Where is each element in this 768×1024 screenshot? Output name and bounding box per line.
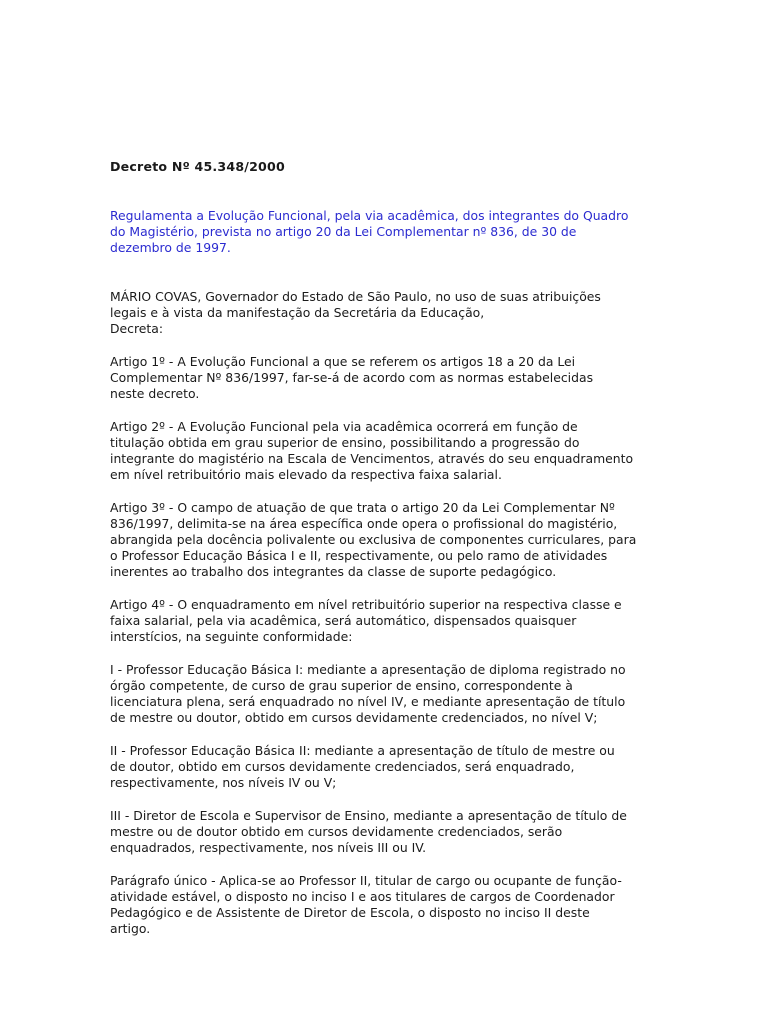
- text-line: respectivamente, nos níveis IV ou V;: [110, 775, 337, 790]
- text-line: de mestre ou doutor, obtido em cursos devidamente credenciados, no nível V;: [110, 710, 598, 725]
- text-line: MÁRIO COVAS, Governador do Estado de São Paulo, no uso de suas atribuições: [110, 289, 601, 304]
- summary-line: dezembro de 1997.: [110, 240, 231, 255]
- item-ii-paragraph: [110, 743, 662, 791]
- text-line: órgão competente, de curso de grau superior de ensino, correspondente à: [110, 678, 573, 693]
- text-line: inerentes ao trabalho dos integrantes da classe de suporte pedagógico.: [110, 564, 557, 579]
- text-line: abrangida pela docência polivalente ou exclusiva de componentes curriculares, para: [110, 532, 637, 547]
- text-line: legais e à vista da manifestação da Secretária da Educação,: [110, 305, 485, 320]
- document-title: Decreto Nº 45.348/2000: [110, 159, 285, 174]
- text-line: 836/1997, delimita-se na área específica onde opera o profissional do magistério,: [110, 516, 618, 531]
- summary-line: do Magistério, prevista no artigo 20 da Lei Complementar nº 836, de 30 de: [110, 224, 577, 239]
- article-3-paragraph: [110, 500, 662, 580]
- preamble-paragraph: [110, 289, 662, 337]
- text-line: Parágrafo único - Aplica-se ao Professor II, titular de cargo ou ocupante de função-: [110, 873, 622, 888]
- text-line: interstícios, na seguinte conformidade:: [110, 629, 353, 644]
- text-line: enquadrados, respectivamente, nos níveis III ou IV.: [110, 840, 427, 855]
- item-i-paragraph: [110, 662, 662, 726]
- text-line: de doutor, obtido em cursos devidamente credenciados, será enquadrado,: [110, 759, 575, 774]
- sole-paragraph: [110, 873, 662, 937]
- article-2-paragraph: [110, 419, 662, 483]
- text-line: Artigo 4º - O enquadramento em nível retribuitório superior na respectiva classe e: [110, 597, 622, 612]
- item-iii-paragraph: [110, 808, 662, 856]
- text-line: artigo.: [110, 921, 151, 936]
- text-line: Pedagógico e de Assistente de Diretor de Escola, o disposto no inciso II deste: [110, 905, 590, 920]
- text-line: Artigo 3º - O campo de atuação de que trata o artigo 20 da Lei Complementar Nº: [110, 500, 615, 515]
- article-4-paragraph: [110, 597, 662, 645]
- decree-body: [110, 289, 662, 954]
- text-line: em nível retribuitório mais elevado da respectiva faixa salarial.: [110, 467, 502, 482]
- text-line: Complementar Nº 836/1997, far-se-á de acordo com as normas estabelecidas: [110, 370, 594, 385]
- decree-summary: [110, 208, 650, 256]
- summary-line: Regulamenta a Evolução Funcional, pela via acadêmica, dos integrantes do Quadro: [110, 208, 629, 223]
- article-1-paragraph: [110, 354, 662, 402]
- text-line: Decreta:: [110, 321, 164, 336]
- text-line: III - Diretor de Escola e Supervisor de Ensino, mediante a apresentação de título de: [110, 808, 627, 823]
- text-line: atividade estável, o disposto no inciso I e aos titulares de cargos de Coordenador: [110, 889, 615, 904]
- text-line: faixa salarial, pela via acadêmica, será automático, dispensados quaisquer: [110, 613, 577, 628]
- text-line: I - Professor Educação Básica I: mediante a apresentação de diploma registrado no: [110, 662, 626, 677]
- text-line: II - Professor Educação Básica II: mediante a apresentação de título de mestre ou: [110, 743, 615, 758]
- text-line: neste decreto.: [110, 386, 200, 401]
- text-line: integrante do magistério na Escala de Vencimentos, através do seu enquadramento: [110, 451, 634, 466]
- text-line: titulação obtida em grau superior de ensino, possibilitando a progressão do: [110, 435, 580, 450]
- text-line: o Professor Educação Básica I e II, respectivamente, ou pelo ramo de atividades: [110, 548, 608, 563]
- text-line: Artigo 1º - A Evolução Funcional a que se referem os artigos 18 a 20 da Lei: [110, 354, 576, 369]
- text-line: mestre ou de doutor obtido em cursos devidamente credenciados, serão: [110, 824, 563, 839]
- text-line: licenciatura plena, será enquadrado no nível IV, e mediante apresentação de título: [110, 694, 626, 709]
- text-line: Artigo 2º - A Evolução Funcional pela via acadêmica ocorrerá em função de: [110, 419, 578, 434]
